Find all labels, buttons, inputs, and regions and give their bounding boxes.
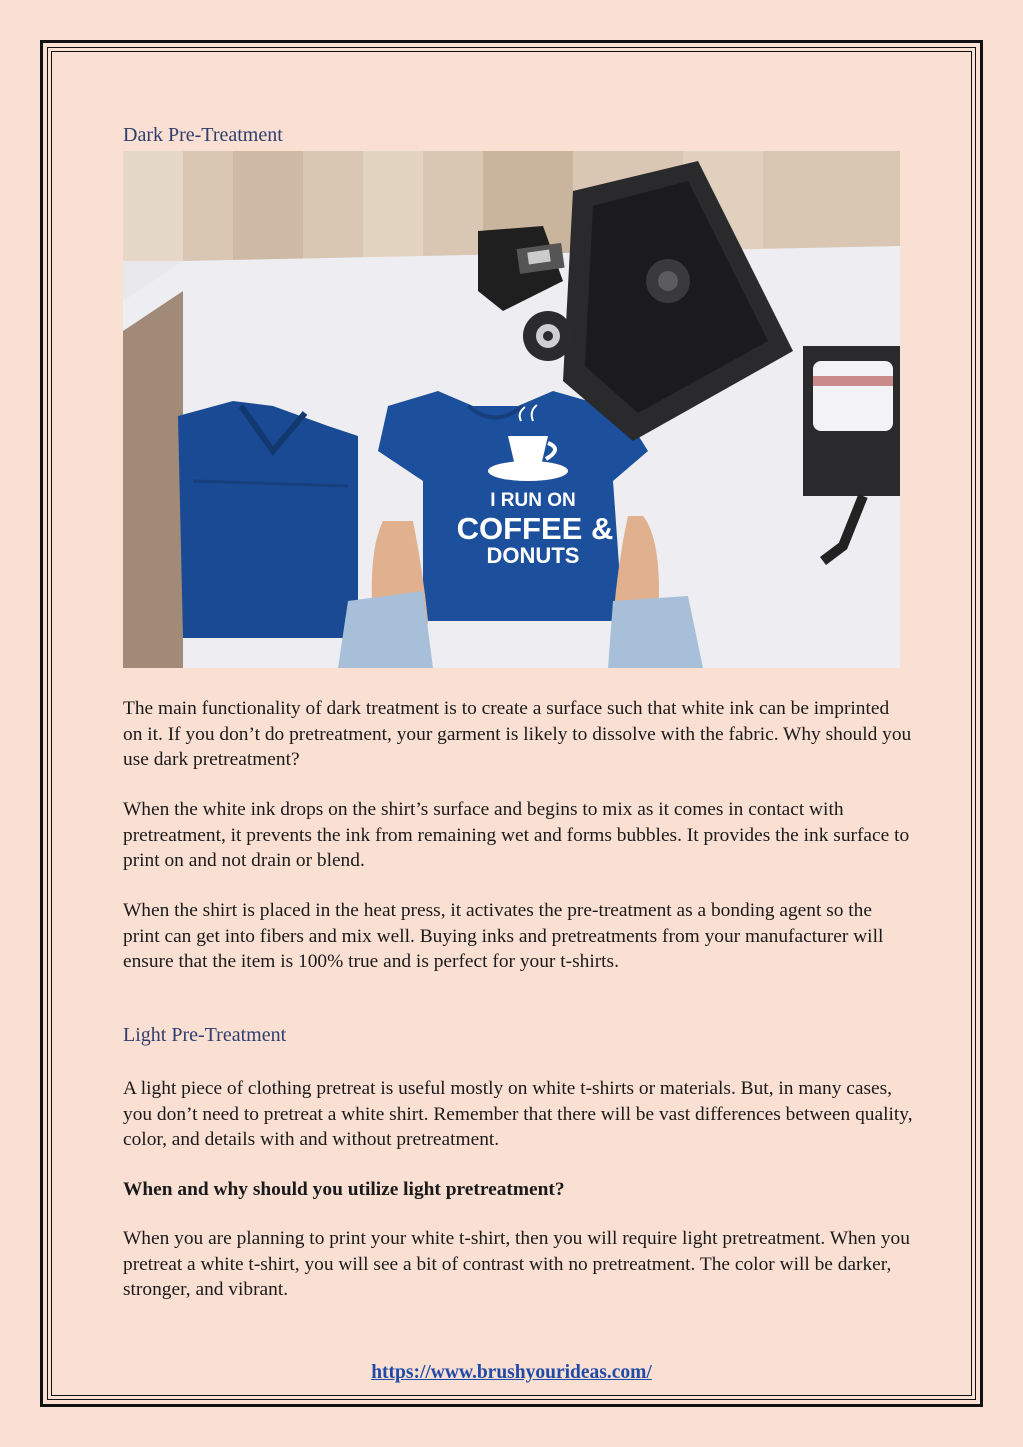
dark-pretreatment-heading: Dark Pre-Treatment: [123, 124, 283, 146]
paragraph-dark-heat-press: When the shirt is placed in the heat press, it activates the pre-treatment as a bonding agent so the print can get into fibers and mix well. Buying inks and pretreatments from your manufacturer will ensure that the item is 100% true and is perfect for your t-shirts.: [123, 900, 884, 973]
shirt-print-line1: I RUN ON: [490, 490, 576, 511]
paragraph-dark-purpose: The main functionality of dark treatment is to create a surface such that white ink can be imprinted on it. If you don’t do pretreatment, your garment is likely to dissolve with the fabric. Why should you use dark pretreatment?: [123, 698, 912, 771]
heat-press-illustration: [123, 151, 900, 668]
paragraph-dark-ink: When the white ink drops on the shirt’s surface and begins to mix as it comes in contact with pretreatment, it prevents the ink from remaining wet and forms bubbles. It provides the ink surface to print on and not drain or blend.: [123, 799, 910, 872]
light-pretreatment-heading: Light Pre-Treatment: [123, 1024, 287, 1046]
paragraph-light-overview: A light piece of clothing pretreat is useful mostly on white t-shirts or materials. But, in many cases, you don’t need to pretreat a white shirt. Remember that there will be vast differences between quality, color, and details with and without pretreatment.: [123, 1078, 913, 1151]
shirt-print-line2: COFFEE &: [456, 511, 614, 546]
heat-press-photo: [123, 151, 900, 668]
shirt-print-line3: DONUTS: [486, 543, 580, 568]
paragraph-light-usage: When you are planning to print your white t-shirt, then you will require light pretreatment. When you pretreat a white t-shirt, you will see a bit of contrast with no pretreatment. The color will be darker, stronger, and vibrant.: [123, 1228, 910, 1301]
website-link[interactable]: https://www.brushyourideas.com/: [371, 1362, 652, 1383]
light-question-subheading: When and why should you utilize light pretreatment?: [123, 1179, 565, 1200]
